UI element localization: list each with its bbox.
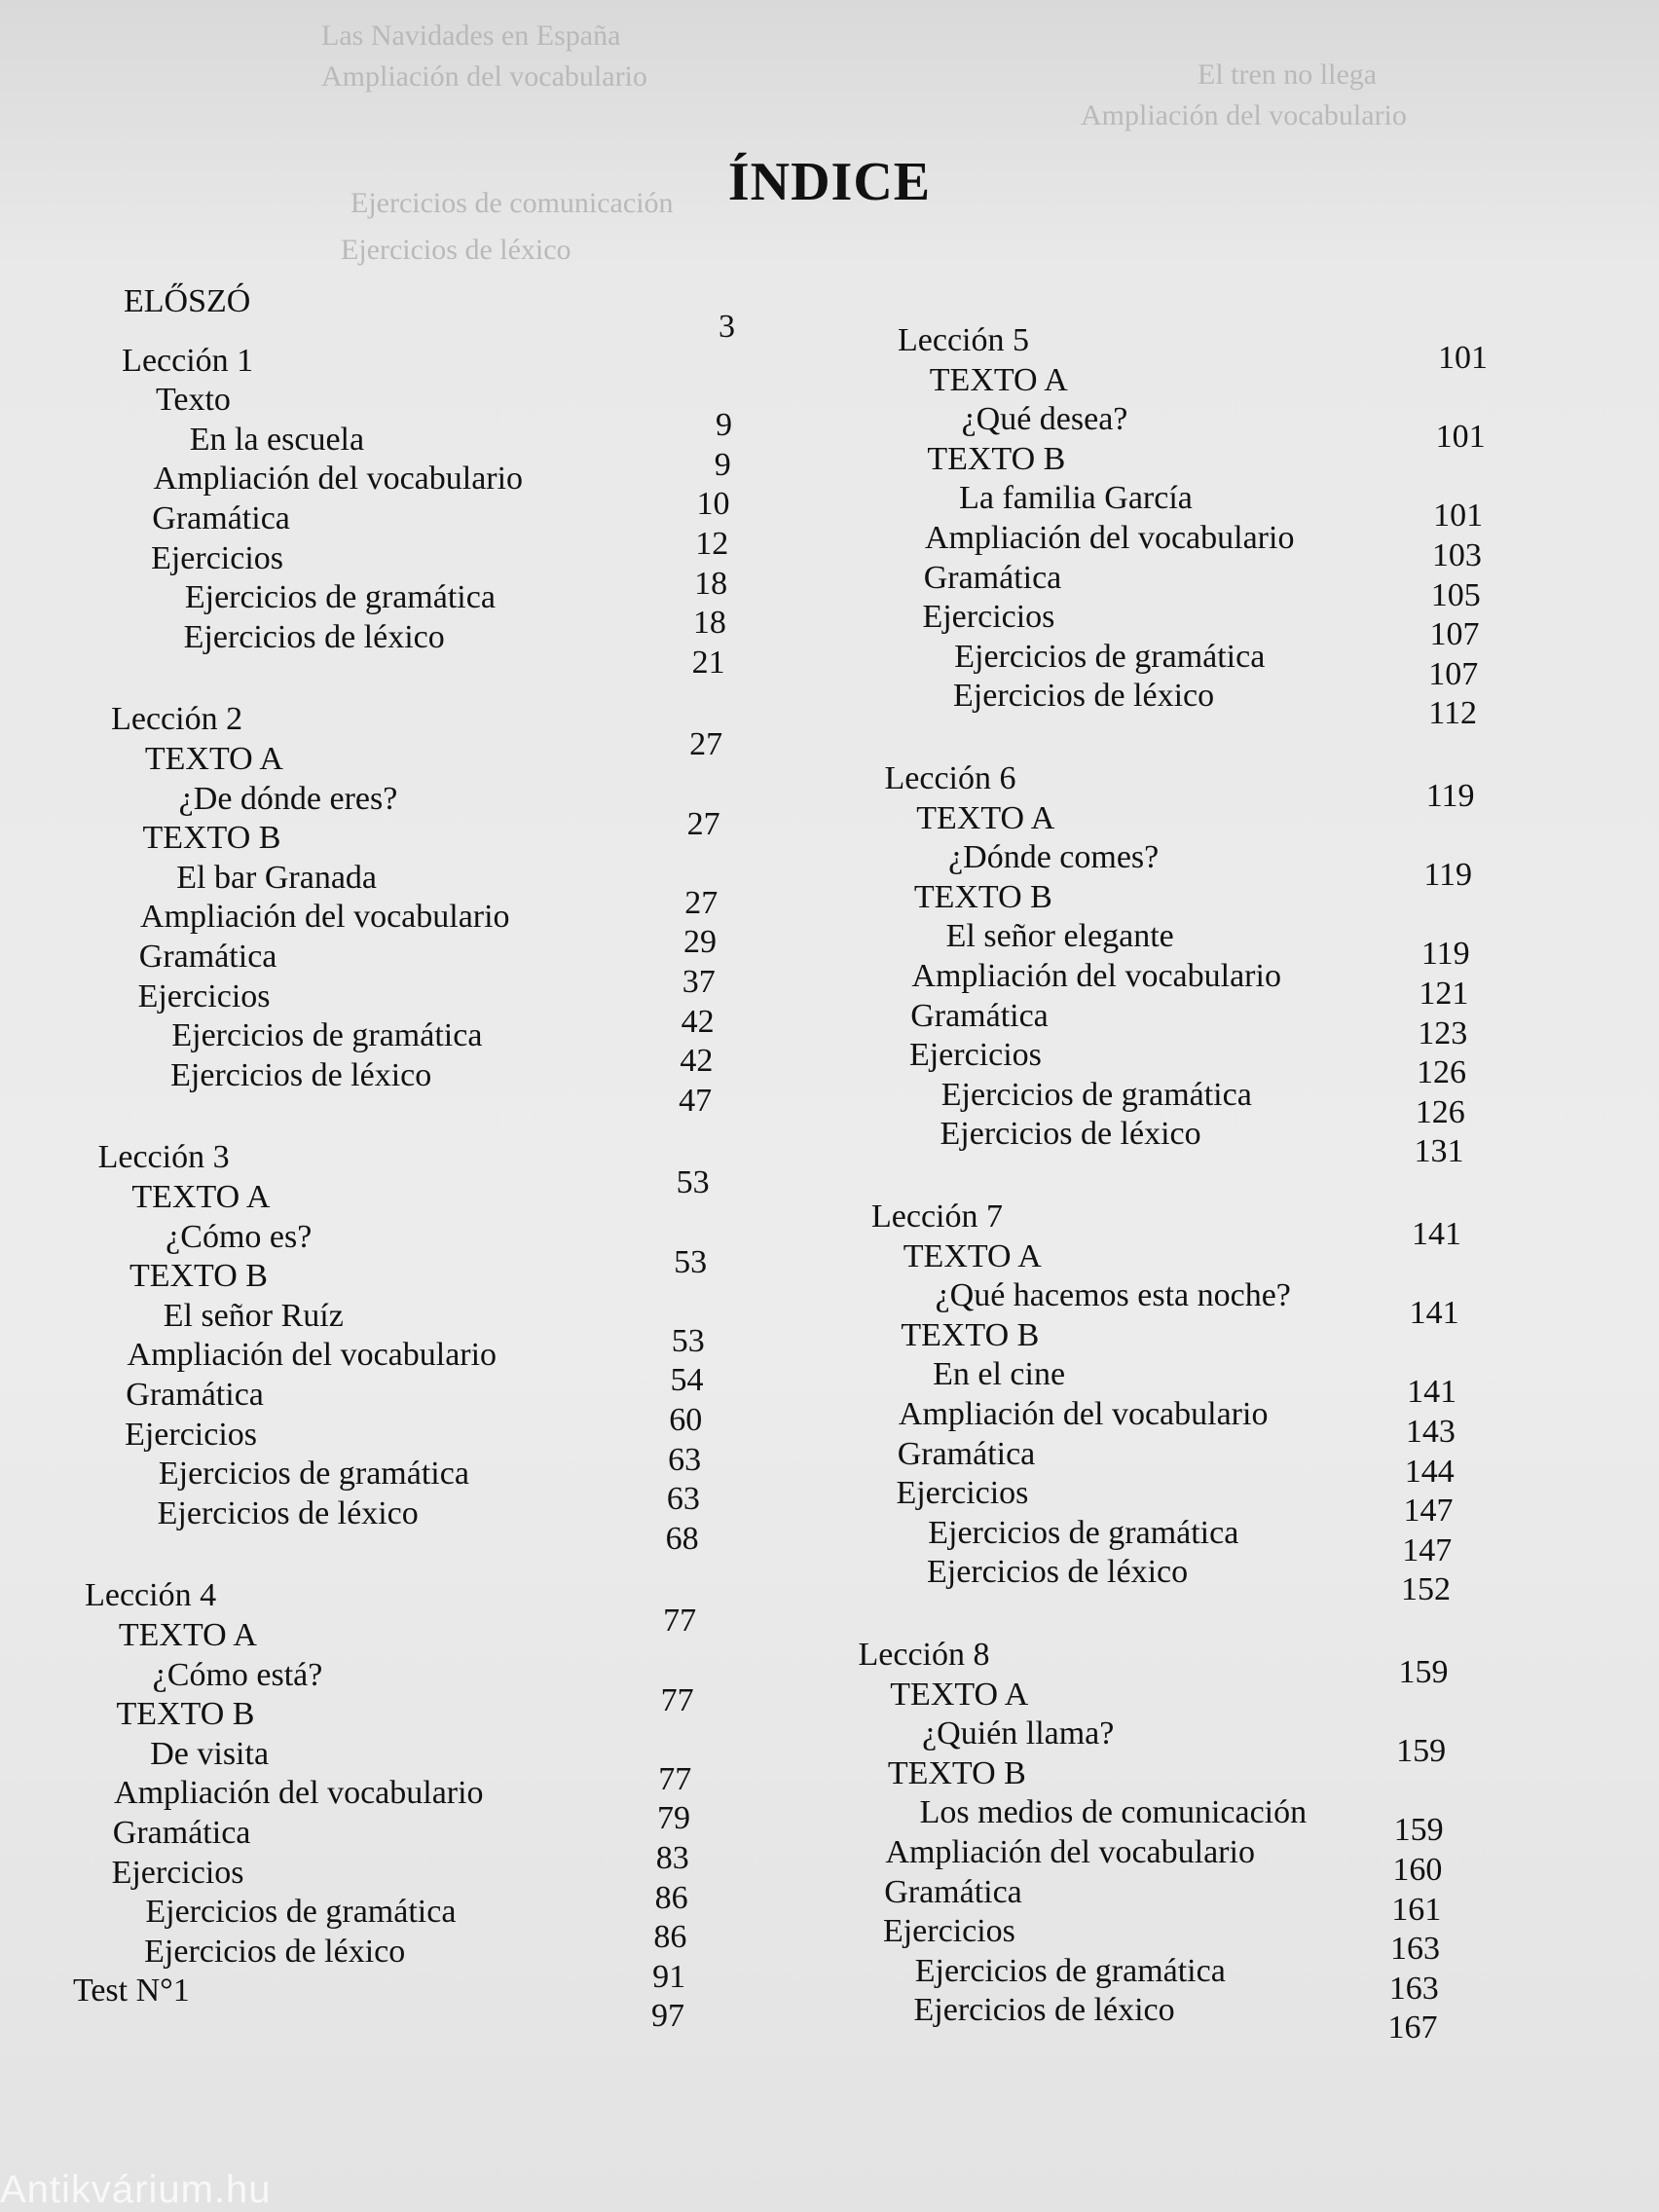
toc-entry: Ampliación del vocabulario bbox=[153, 461, 524, 498]
ghost-text: El tren no llega bbox=[1198, 58, 1378, 91]
toc-section-heading: Lección 3 bbox=[97, 1139, 230, 1176]
toc-page-number: 144 bbox=[1404, 1453, 1455, 1490]
ghost-text: Ejercicios de léxico bbox=[341, 234, 571, 266]
toc-page-number: 105 bbox=[1430, 576, 1481, 613]
toc-page-number: 53 bbox=[671, 1322, 705, 1359]
toc-page-number: 37 bbox=[682, 964, 716, 1000]
toc-subentry: ¿Cómo es? bbox=[166, 1218, 313, 1255]
toc-subentry: ¿Dónde comes? bbox=[948, 839, 1160, 876]
toc-page-number: 147 bbox=[1402, 1531, 1453, 1568]
toc-subentry: Ejercicios de léxico bbox=[157, 1494, 419, 1531]
toc-subentry: Los medios de comunicación bbox=[919, 1794, 1308, 1831]
toc-page-number: 167 bbox=[1387, 2009, 1438, 2046]
toc-subentry: De visita bbox=[150, 1735, 270, 1772]
toc-page-number: 147 bbox=[1403, 1493, 1454, 1530]
toc-subentry: Ejercicios de léxico bbox=[183, 618, 445, 655]
toc-entry: Ejercicios bbox=[125, 1416, 258, 1453]
ghost-text: Ejercicios de comunicación bbox=[350, 187, 674, 219]
toc-subentry: ¿Qué desea? bbox=[961, 401, 1128, 438]
toc-page-number: 141 bbox=[1407, 1374, 1457, 1411]
toc-page-number: 18 bbox=[692, 605, 726, 642]
toc-subentry: Ejercicios de gramática bbox=[954, 638, 1266, 675]
toc-entry: TEXTO A bbox=[131, 1179, 271, 1215]
toc-entry: TEXTO A bbox=[890, 1676, 1029, 1713]
toc-page-number: 42 bbox=[680, 1043, 714, 1080]
toc-page-number: 86 bbox=[654, 1879, 688, 1916]
toc-page-number: 27 bbox=[689, 726, 723, 763]
toc-page-number: 131 bbox=[1414, 1133, 1464, 1170]
toc-entry: Ampliación del vocabulario bbox=[898, 1396, 1269, 1432]
toc-entry: TEXTO A bbox=[118, 1617, 257, 1653]
toc-entry: Ampliación del vocabulario bbox=[140, 899, 510, 936]
toc-page-number: 121 bbox=[1419, 976, 1469, 1012]
toc-page-number: 152 bbox=[1401, 1571, 1452, 1608]
toc-entry: TEXTO A bbox=[916, 799, 1055, 836]
toc-page-number: 18 bbox=[694, 565, 728, 602]
toc-page-number: 119 bbox=[1423, 857, 1473, 894]
toc-entry: TEXTO B bbox=[901, 1316, 1040, 1353]
toc-page-number: 107 bbox=[1428, 655, 1479, 692]
toc-section-heading: Lección 4 bbox=[85, 1577, 217, 1614]
toc-page-number: 9 bbox=[715, 407, 732, 444]
toc-entry: Ejercicios bbox=[882, 1913, 1015, 1950]
toc-entry: TEXTO B bbox=[913, 878, 1052, 915]
toc-page-number: 27 bbox=[686, 805, 720, 842]
toc-entry: TEXTO B bbox=[927, 440, 1066, 477]
toc-section-heading: Lección 7 bbox=[871, 1198, 1003, 1235]
toc-entry: TEXTO A bbox=[903, 1237, 1042, 1274]
toc-entry: Gramática bbox=[138, 939, 277, 975]
toc-entry: Ejercicios bbox=[151, 539, 284, 576]
toc-page-number: 63 bbox=[666, 1481, 700, 1518]
toc-page-number: 53 bbox=[674, 1243, 708, 1280]
ghost-text: Ampliación del vocabulario bbox=[321, 60, 647, 92]
toc-subentry: ¿Cómo está? bbox=[152, 1656, 323, 1693]
toc-subentry: Ejercicios de gramática bbox=[184, 579, 496, 616]
toc-section-heading: Lección 6 bbox=[884, 760, 1016, 796]
toc-entry: Gramática bbox=[923, 559, 1062, 596]
toc-entry: Gramática bbox=[152, 500, 290, 536]
toc-page-number: 126 bbox=[1415, 1093, 1465, 1130]
toc-subentry: Ejercicios de gramática bbox=[171, 1017, 483, 1054]
toc-section-heading: Lección 5 bbox=[898, 322, 1029, 358]
toc-page-number: 9 bbox=[714, 446, 731, 483]
toc-subentry: Ejercicios de léxico bbox=[144, 1933, 406, 1970]
toc-entry: TEXTO B bbox=[142, 820, 281, 857]
page-title: ÍNDICE bbox=[727, 152, 932, 212]
toc-section-heading: Test N°1 bbox=[72, 1972, 190, 2009]
toc-entry: Ampliación del vocabulario bbox=[114, 1775, 484, 1812]
toc-page-number: 10 bbox=[696, 486, 730, 523]
toc-entry: Gramática bbox=[112, 1815, 251, 1851]
toc-page-number: 107 bbox=[1429, 616, 1480, 653]
toc-subentry: Ejercicios de léxico bbox=[927, 1554, 1189, 1591]
toc-page-number: 126 bbox=[1416, 1054, 1466, 1091]
toc-page-number: 159 bbox=[1398, 1654, 1449, 1690]
toc-page-number: 77 bbox=[658, 1760, 692, 1797]
toc-subentry: El bar Granada bbox=[176, 859, 378, 896]
toc-page-number: 47 bbox=[679, 1082, 713, 1119]
toc-subentry: Ejercicios de gramática bbox=[940, 1076, 1252, 1113]
toc-section-heading: Lección 2 bbox=[111, 701, 243, 738]
toc-subentry: En el cine bbox=[933, 1356, 1066, 1393]
ghost-text: Las Navidades en España bbox=[321, 19, 621, 52]
ghost-text: Ampliación del vocabulario bbox=[1081, 99, 1407, 131]
toc-page-number: 97 bbox=[650, 1998, 684, 2035]
toc-page-number: 29 bbox=[683, 924, 718, 961]
toc-page-number: 159 bbox=[1396, 1733, 1447, 1770]
toc-entry: Ampliación del vocabulario bbox=[885, 1834, 1255, 1870]
toc-subentry: Ejercicios de léxico bbox=[913, 1992, 1175, 2029]
toc-entry: Ejercicios bbox=[896, 1475, 1029, 1512]
toc-section-heading: Lección 8 bbox=[858, 1637, 990, 1673]
toc-page-number: 141 bbox=[1409, 1295, 1459, 1332]
toc-page-number: 54 bbox=[670, 1362, 704, 1399]
toc-page-number: 103 bbox=[1431, 537, 1482, 573]
toc-entry: Ejercicios bbox=[111, 1854, 244, 1891]
toc-page-number: 60 bbox=[669, 1402, 703, 1438]
toc-subentry: ¿De dónde eres? bbox=[178, 780, 398, 817]
toc-page-number: 101 bbox=[1433, 498, 1484, 535]
toc-page-number: 63 bbox=[668, 1441, 702, 1478]
toc-entry: TEXTO B bbox=[116, 1696, 255, 1733]
toc-subentry: Ejercicios de gramática bbox=[914, 1952, 1226, 1989]
toc-page-number: 79 bbox=[657, 1800, 691, 1837]
toc-subentry: Ejercicios de gramática bbox=[928, 1514, 1239, 1551]
toc-subentry: Ejercicios de léxico bbox=[953, 678, 1215, 715]
toc-page-number: 101 bbox=[1438, 340, 1488, 376]
toc-page-number: 83 bbox=[655, 1840, 689, 1876]
toc-entry: Ampliación del vocabulario bbox=[127, 1337, 498, 1374]
toc-subentry: La familia García bbox=[959, 480, 1193, 517]
toc-entry: Ejercicios bbox=[922, 599, 1055, 636]
toc-page-number: 68 bbox=[665, 1520, 699, 1557]
toc-page-number: 161 bbox=[1391, 1891, 1442, 1928]
toc-page-number: 163 bbox=[1388, 1970, 1439, 2007]
toc-entry: Gramática bbox=[910, 997, 1049, 1034]
toc-entry: TEXTO B bbox=[129, 1258, 268, 1295]
toc-entry: Gramática bbox=[897, 1435, 1036, 1472]
toc-entry: Texto bbox=[155, 382, 231, 419]
toc-page-number: 12 bbox=[695, 526, 729, 562]
toc-entry: Ampliación del vocabulario bbox=[911, 958, 1281, 994]
toc-page-number: 53 bbox=[676, 1164, 710, 1201]
toc-entry: Ampliación del vocabulario bbox=[924, 520, 1295, 556]
toc-page-number: 160 bbox=[1392, 1852, 1443, 1888]
toc-section-heading: ELŐSZÓ bbox=[124, 283, 251, 319]
toc-page-number: 163 bbox=[1389, 1931, 1440, 1968]
toc-page-number: 77 bbox=[663, 1603, 697, 1640]
toc-page-number: 143 bbox=[1405, 1414, 1456, 1450]
toc-subentry: El señor Ruíz bbox=[163, 1297, 344, 1334]
toc-entry: TEXTO B bbox=[887, 1754, 1026, 1791]
toc-entry: Ejercicios bbox=[137, 977, 271, 1014]
toc-subentry: ¿Quién llama? bbox=[922, 1715, 1115, 1752]
toc-page-number: 3 bbox=[719, 309, 735, 345]
toc-entry: Gramática bbox=[126, 1377, 264, 1413]
toc-page-number: 101 bbox=[1435, 419, 1486, 456]
toc-page-number: 21 bbox=[691, 644, 725, 681]
toc-page-number: 27 bbox=[684, 884, 719, 921]
toc-entry: TEXTO A bbox=[929, 361, 1068, 398]
toc-section-heading: Lección 1 bbox=[122, 342, 254, 379]
toc-page-number: 119 bbox=[1420, 936, 1470, 973]
toc-page-number: 159 bbox=[1393, 1812, 1444, 1849]
toc-page-number: 42 bbox=[681, 1003, 715, 1040]
toc-page-number: 141 bbox=[1412, 1216, 1461, 1252]
toc-subentry: Ejercicios de léxico bbox=[940, 1116, 1201, 1153]
toc-subentry: En la escuela bbox=[189, 421, 365, 458]
toc-page-number: 123 bbox=[1418, 1014, 1468, 1051]
toc-page-number: 119 bbox=[1425, 778, 1475, 814]
toc-page-number: 77 bbox=[660, 1681, 694, 1718]
watermark: Antikvárium.hu bbox=[0, 2168, 272, 2211]
toc-entry: TEXTO A bbox=[144, 741, 283, 777]
toc-subentry: Ejercicios de gramática bbox=[145, 1894, 457, 1931]
toc-page-number: 112 bbox=[1428, 695, 1478, 732]
toc-entry: Ejercicios bbox=[908, 1037, 1042, 1074]
toc-page-number: 91 bbox=[652, 1958, 686, 1995]
toc-entry: Gramática bbox=[884, 1873, 1022, 1910]
toc-subentry: Ejercicios de gramática bbox=[158, 1456, 469, 1493]
toc-page-number: 86 bbox=[653, 1919, 687, 1956]
toc-subentry: Ejercicios de léxico bbox=[170, 1056, 432, 1093]
toc-subentry: El señor elegante bbox=[945, 918, 1174, 955]
toc-subentry: ¿Qué hacemos esta noche? bbox=[935, 1277, 1291, 1314]
